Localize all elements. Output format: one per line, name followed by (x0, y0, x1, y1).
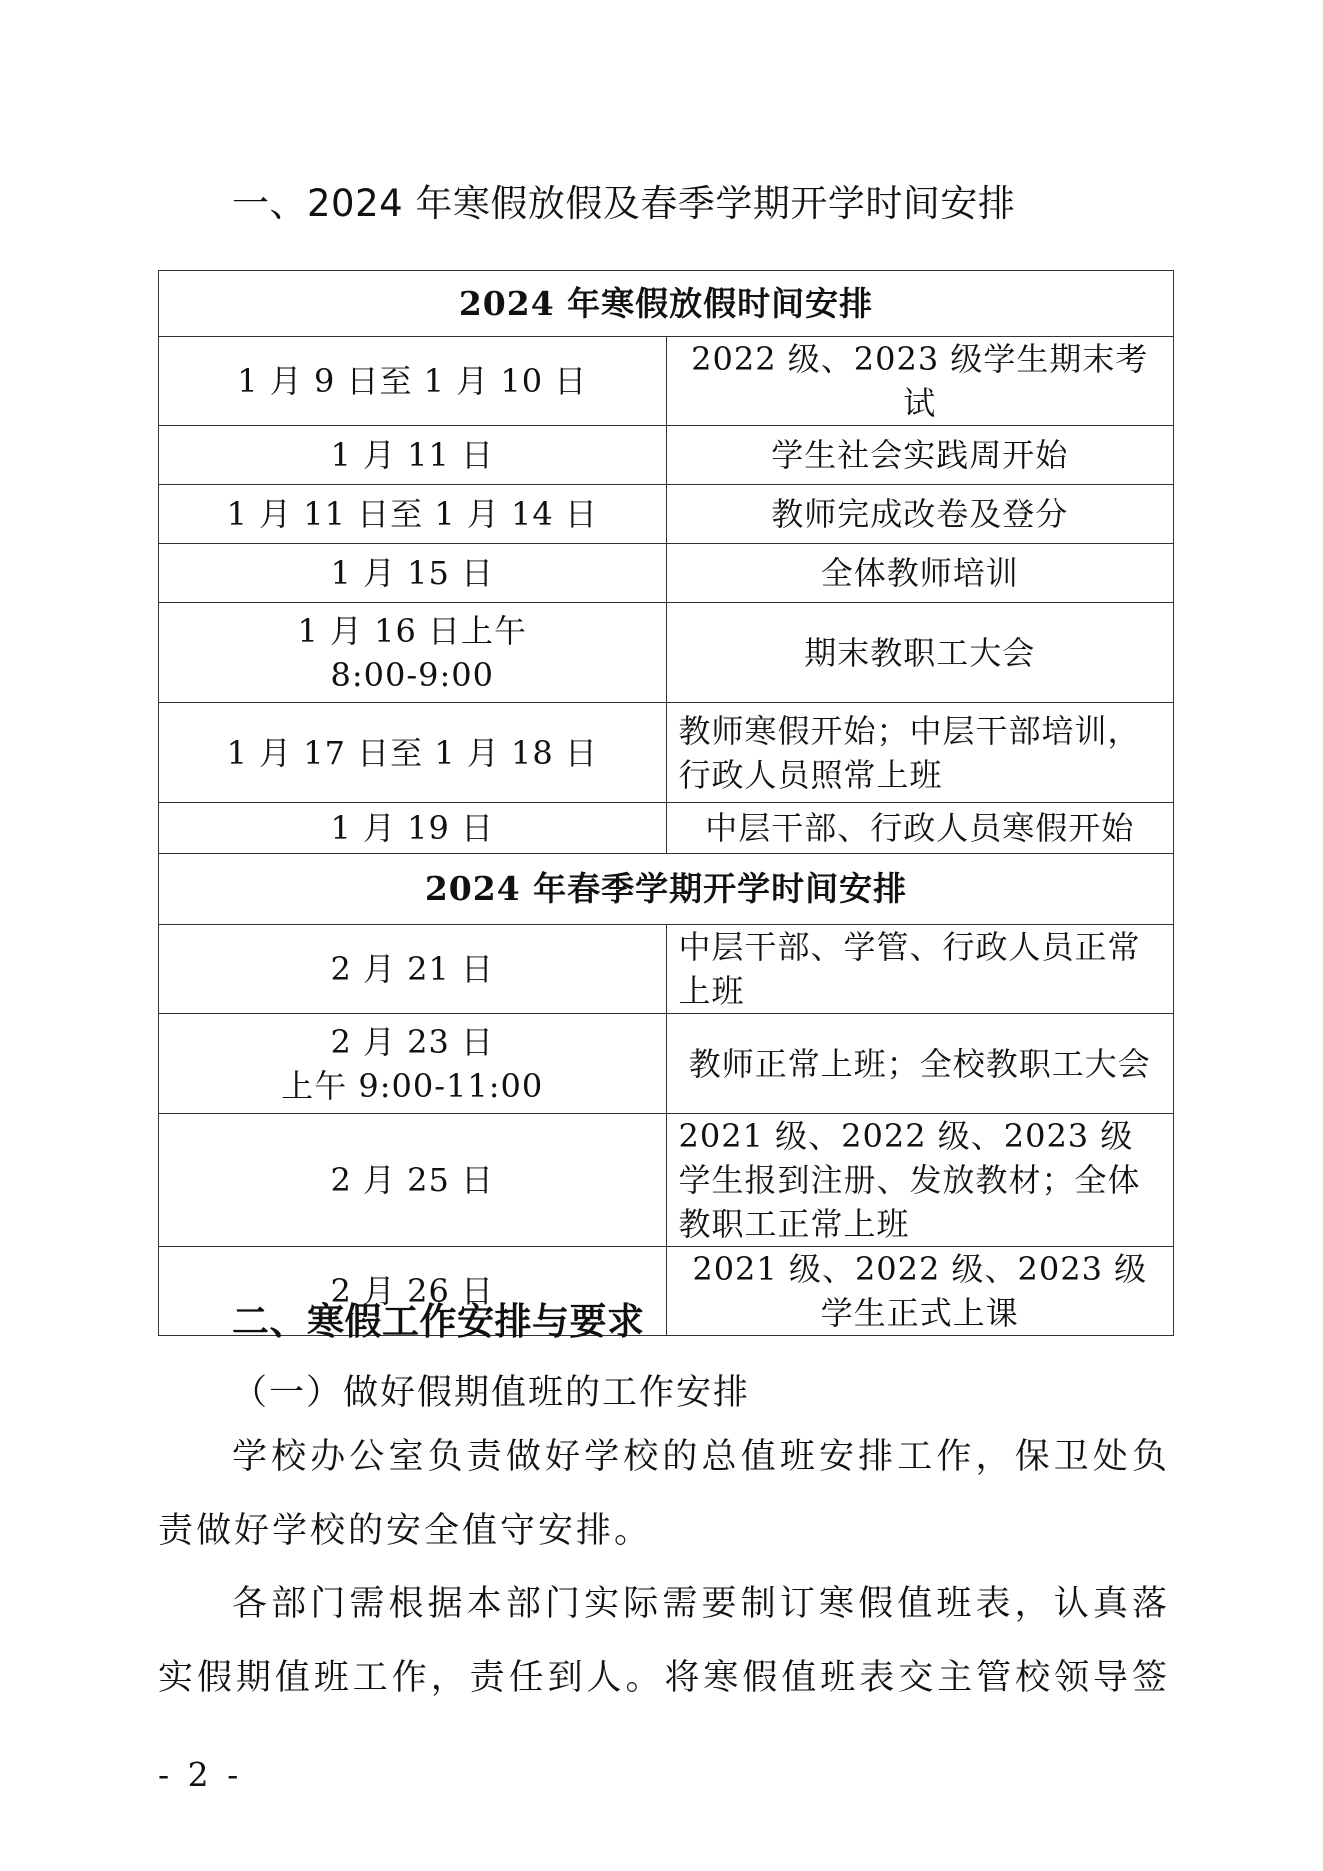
event-cell: 中层干部、行政人员寒假开始 (666, 803, 1174, 854)
event-cell: 教师正常上班；全校教职工大会 (666, 1014, 1174, 1114)
table-row (159, 337, 1174, 426)
table-row (159, 485, 1174, 544)
body-paragraph: 各部门需根据本部门实际需要制订寒假值班表，认真落实假期值班工作，责任到人。将寒假值班表交主管校领导签 (158, 1584, 1170, 1698)
date-cell: 1 月 15 日 (159, 544, 667, 603)
date-cell: 1 月 11 日 (159, 426, 667, 485)
date-cell: 1 月 17 日至 1 月 18 日 (159, 703, 667, 803)
date-cell: 2 月 25 日 (159, 1114, 667, 1247)
schedule-table (158, 270, 1174, 1336)
spring-schedule-title: 2024 年春季学期开学时间安排 (159, 854, 1174, 925)
date-line: 1 月 16 日上午 (297, 611, 528, 650)
time-line: 上午 9:00-11:00 (281, 1066, 544, 1105)
date-cell: 1 月 11 日至 1 月 14 日 (159, 485, 667, 544)
date-cell: 1 月 19 日 (159, 803, 667, 854)
date-cell (159, 603, 667, 703)
event-cell: 中层干部、学管、行政人员正常上班 (666, 925, 1174, 1014)
section-2-heading: 二、寒假工作安排与要求 (232, 1300, 645, 1343)
winter-schedule-title: 2024 年寒假放假时间安排 (159, 271, 1174, 337)
date-line: 2 月 23 日 (330, 1022, 495, 1061)
table-row (159, 1114, 1174, 1247)
table-row (159, 703, 1174, 803)
section-1-heading: 一、2024 年寒假放假及春季学期开学时间安排 (232, 182, 1016, 225)
table-row (159, 426, 1174, 485)
event-cell: 2021 级、2022 级、2023 级学生报到注册、发放教材；全体教职工正常上班 (666, 1114, 1174, 1247)
table-row (159, 544, 1174, 603)
date-cell (159, 1014, 667, 1114)
event-cell: 2021 级、2022 级、2023 级学生正式上课 (666, 1247, 1174, 1336)
date-cell: 2 月 26 日 (159, 1247, 667, 1336)
time-line: 8:00-9:00 (330, 655, 495, 694)
date-cell: 1 月 9 日至 1 月 10 日 (159, 337, 667, 426)
table-section-header (159, 854, 1174, 925)
event-cell: 2022 级、2023 级学生期末考试 (666, 337, 1174, 426)
event-cell: 期末教职工大会 (666, 603, 1174, 703)
table-row (159, 1014, 1174, 1114)
event-cell: 全体教师培训 (666, 544, 1174, 603)
subsection-heading: （一）做好假期值班的工作安排 (232, 1373, 751, 1413)
date-cell: 2 月 21 日 (159, 925, 667, 1014)
table-row (159, 603, 1174, 703)
table-row (159, 925, 1174, 1014)
page-number: - 2 - (158, 1755, 243, 1794)
event-cell: 学生社会实践周开始 (666, 426, 1174, 485)
body-paragraph: 学校办公室负责做好学校的总值班安排工作，保卫处负责做好学校的安全值守安排。 (158, 1437, 1170, 1551)
event-cell: 教师完成改卷及登分 (666, 485, 1174, 544)
event-cell: 教师寒假开始；中层干部培训，行政人员照常上班 (666, 703, 1174, 803)
table-row (159, 803, 1174, 854)
table-section-header (159, 271, 1174, 337)
